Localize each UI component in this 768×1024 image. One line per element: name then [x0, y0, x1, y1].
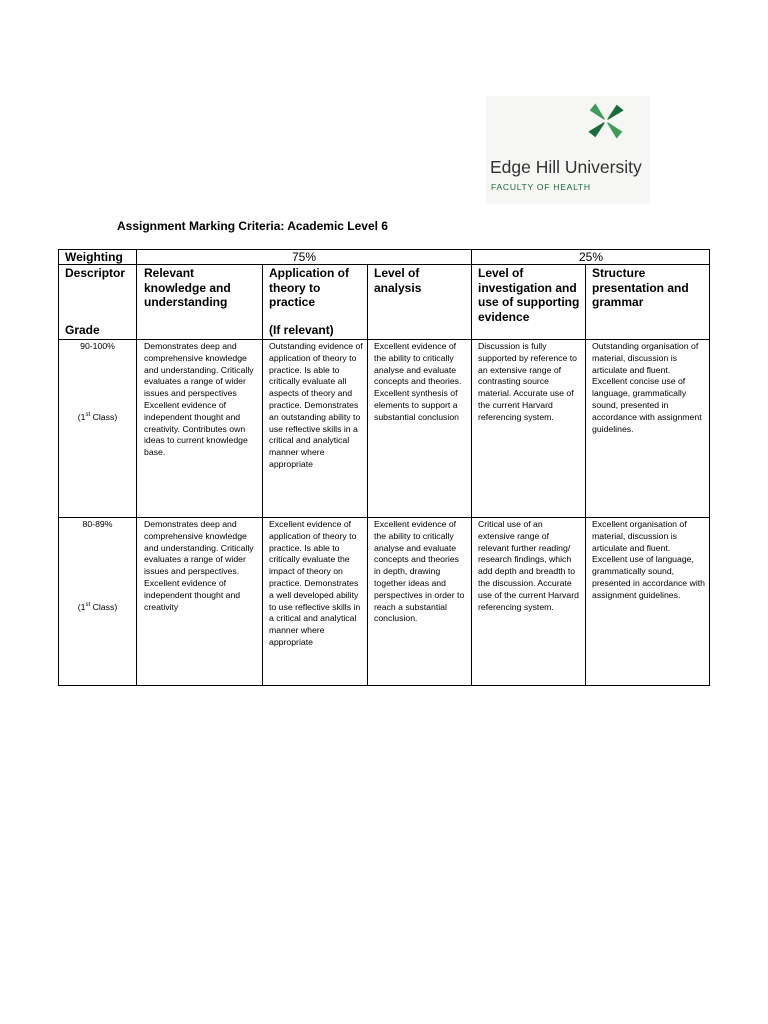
weighting-25: 25% — [578, 250, 604, 264]
criteria-cell: Outstanding organisation of material, discussion is articulate and fluent. Excellent concise use of language, grammatically sound, presented in accordance with assignment guidelines. — [592, 341, 702, 434]
column-header-title: Relevant knowledge and understanding — [144, 266, 231, 309]
page-title: Assignment Marking Criteria: Academic Level 6 — [117, 219, 388, 233]
criteria-cell: Demonstrates deep and comprehensive knowledge and understanding. Critically evaluates a range of wider issues and perspectives Excellent evidence of independent thought and creativity. Contributes own ideas to current knowledge base. — [144, 341, 254, 458]
descriptor-label: Descriptor — [65, 266, 126, 280]
criteria-cell: Discussion is fully supported by reference to an extensive range of contrasting source material. Accurate use of the current Harvard referencing system. — [478, 341, 578, 422]
marking-criteria-table — [58, 249, 710, 686]
column-divider — [585, 264, 586, 685]
grade-cell — [59, 340, 136, 517]
descriptor-grade-header — [59, 265, 136, 339]
criteria-cell: Excellent evidence of the ability to critically analyse and evaluate concepts and theories. Excellent synthesis of elements to support a substantial conclusion — [374, 341, 462, 422]
column-divider — [367, 264, 368, 685]
column-divider — [262, 264, 263, 685]
criteria-cell: Excellent evidence of application of theory to practice. Is able to critically evaluate the impact of theory on practice. Demonstrates a well developed ability to use reflective skills in a critical and analytical manner where appropriate — [269, 519, 361, 647]
class-suffix: st — [85, 412, 91, 418]
class-number: 1 — [80, 601, 86, 612]
class-word: Class) — [90, 601, 118, 612]
column-header-title: Level of analysis — [374, 266, 422, 295]
criteria-cell: Critical use of an extensive range of relevant further reading/ research findings, which add depth and breadth to the discussion. Accurate use of the current Harvard referencing system. — [478, 519, 579, 612]
class-label: (1st Class) — [77, 411, 118, 422]
column-divider — [136, 250, 137, 685]
column-header-note: (If relevant) — [269, 323, 334, 337]
criteria-cell: Outstanding evidence of application of theory to practice. Is able to critically evaluate all aspects of theory and practice. Demonstrates an outstanding ability to use reflective skills in a critical and analytical manner where appropriate — [269, 341, 363, 469]
column-header — [369, 265, 471, 339]
column-header — [138, 265, 262, 339]
grade-label: Grade — [65, 323, 100, 337]
column-header — [473, 265, 585, 339]
criteria-cell: Excellent evidence of the ability to critically analyse and evaluate concepts and theories in depth, drawing together ideas and perspectives in order to reach a substantial conclusion. — [374, 519, 465, 624]
university-logo — [486, 96, 650, 204]
column-divider — [471, 250, 472, 685]
grade-cell — [59, 518, 136, 684]
criteria-cell: Demonstrates deep and comprehensive knowledge and understanding. Critically evaluates a range of wider issues and perspectives. Excellent evidence of independent thought and creativity — [144, 519, 254, 612]
column-header-title: Structure presentation and grammar — [592, 266, 689, 309]
criteria-cell: Excellent organisation of material, discussion is articulate and fluent. Excellent use of language, grammatically sound, presented in accordance with assignment guidelines. — [592, 519, 706, 600]
university-name: Edge Hill University — [490, 157, 642, 177]
weighting-75: 75% — [291, 250, 317, 264]
class-number: 1 — [80, 411, 86, 422]
class-word: Class) — [90, 411, 118, 422]
weighting-label: Weighting — [65, 250, 123, 264]
column-header — [587, 265, 709, 339]
grade-value: 80-89% — [82, 519, 113, 529]
pinwheel-logo-icon — [582, 98, 630, 144]
grade-value: 90-100% — [80, 341, 115, 351]
faculty-name: FACULTY OF HEALTH — [491, 182, 591, 192]
column-header-title: Level of investigation and use of supporting evidence — [478, 266, 580, 324]
column-header-title: Application of theory to practice — [269, 266, 349, 309]
class-label: (1st Class) — [77, 601, 118, 612]
class-suffix: st — [85, 602, 91, 608]
column-header — [264, 265, 367, 339]
